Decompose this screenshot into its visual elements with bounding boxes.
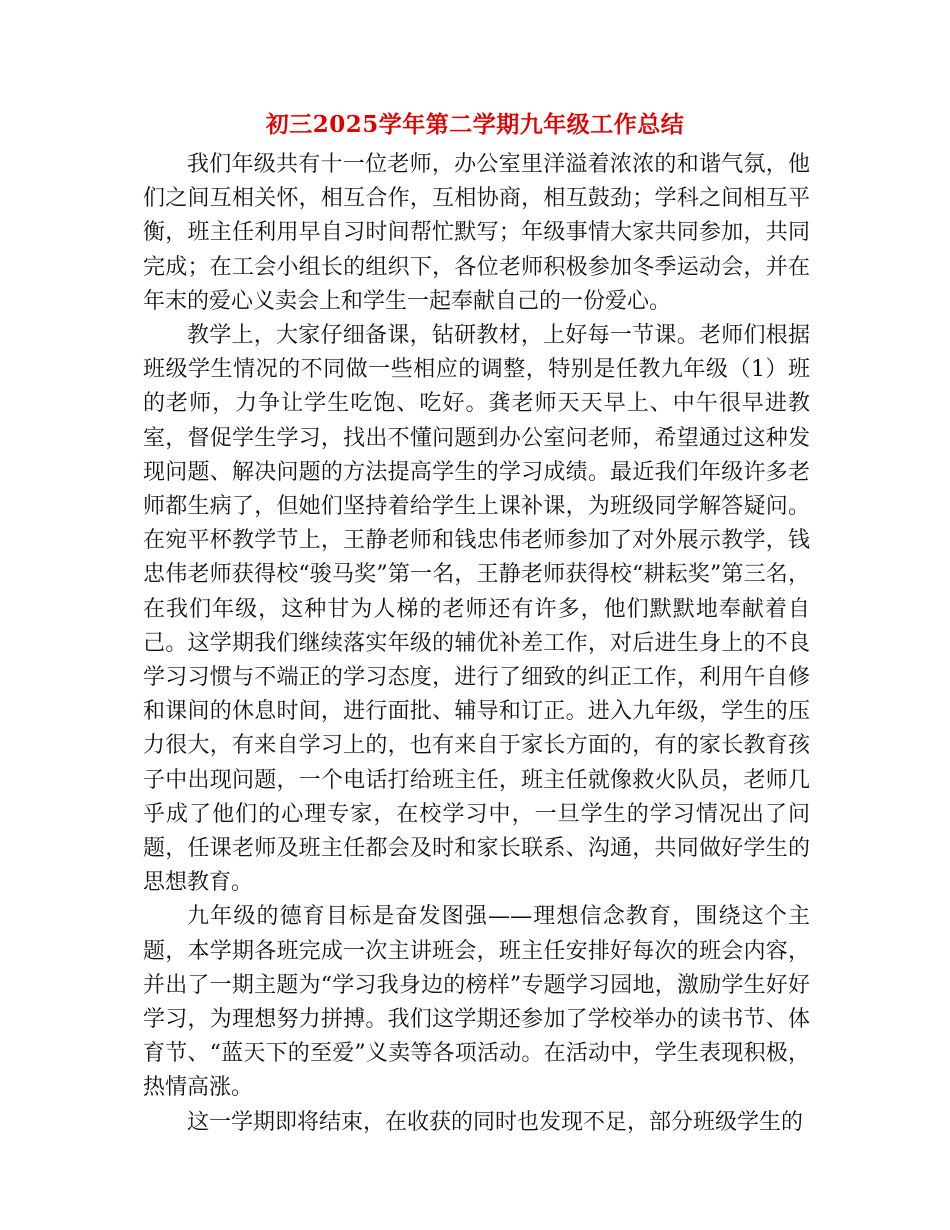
document-title: 初三2025学年第二学期九年级工作总结 [265, 111, 685, 138]
paragraph-moral-education: 九年级的德育目标是奋发图强——理想信念教育，围绕这个主题，本学期各班完成一次主讲班会，班主任安排好每次的班会内容，并出了一期主题为“学习我身边的榜样”专题学习园地，激励学生好好学习，为理想努力拼搏。我们这学期还参加了学校举办的读书节、体育节、“蓝天下的至爱”义卖等各项活动。在活动中，学生表现积极，热情高涨。 [143, 904, 810, 1101]
document-body [143, 148, 810, 1140]
paragraph-teaching: 教学上，大家仔细备课，钻研教材，上好每一节课。老师们根据班级学生情况的不同做一些相应的调整，特别是任教九年级（1）班的老师，力争让学生吃饱、吃好。龚老师天天早上、中午很早进教室，督促学生学习，找出不懂问题到办公室问老师，希望通过这种发现问题、解决问题的方法提高学生的学习成绩。最近我们年级许多老师都生病了，但她们坚持着给学生上课补课，为班级同学解答疑问。在宛平杯教学节上，王静老师和钱忠伟老师参加了对外展示教学，钱忠伟老师获得校“骏马奖”第一名，王静老师获得校“耕耘奖”第三名，在我们年级，这种甘为人梯的老师还有许多，他们默默地奉献着自己。这学期我们继续落实年级的辅优补差工作，对后进生身上的不良学习习惯与不端正的学习态度，进行了细致的纠正工作，利用午自修和课间的休息时间，进行面批、辅导和订正。进入九年级，学生的压力很大，有来自学习上的，也有来自于家长方面的，有的家长教育孩子中出现问题，一个电话打给班主任，班主任就像救火队员，老师几乎成了他们的心理专家，在校学习中，一旦学生的学习情况出了问题，任课老师及班主任都会及时和家长联系、沟通，共同做好学生的思想教育。 [143, 323, 810, 896]
paragraph-semester-end: 这一学期即将结束，在收获的同时也发现不足，部分班级学生的 [187, 1109, 804, 1135]
paragraph-office-harmony: 我们年级共有十一位老师，办公室里洋溢着浓浓的和谐气氛，他们之间互相关怀，相互合作，互相协商，相互鼓劲；学科之间相互平衡，班主任利用早自习时间帮忙默写；年级事情大家共同参加，共同完成；在工会小组长的组织下，各位老师积极参加冬季运动会，并在年末的爱心义卖会上和学生一起奉献自己的一份爱心。 [143, 152, 810, 314]
